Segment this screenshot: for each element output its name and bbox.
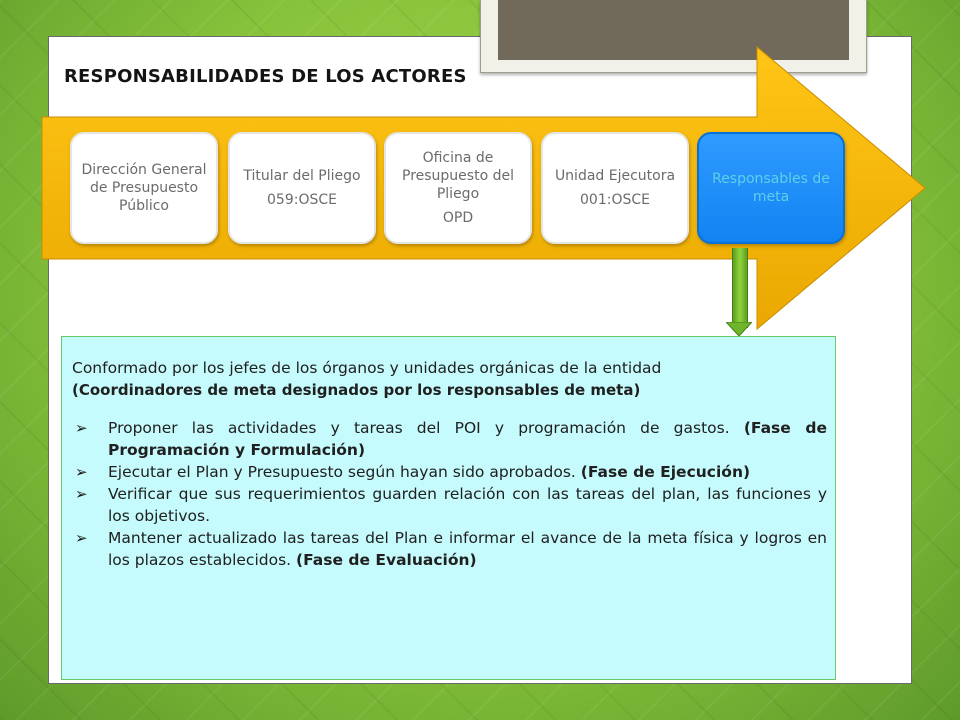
item-text: Verificar que sus requerimientos guarden relación con las tareas del plan, las funciones y los objetivos. [108,485,827,525]
responsibilities-panel [61,336,836,680]
actor-box-responsables-meta [697,132,845,244]
arrow-bullet-icon: ➢ [75,419,88,437]
actor-name: Responsables de meta [712,171,830,205]
slide-title: RESPONSABILIDADES DE LOS ACTORES [64,66,467,87]
actor-code: 059:OSCE [267,192,337,208]
actor-name: Titular del Pliego [243,168,361,184]
item-phase: (Fase de Evaluación) [296,551,477,569]
item-phase: (Fase de Ejecución) [580,463,751,481]
arrow-bullet-icon: ➢ [75,463,88,481]
actor-code: 001:OSCE [580,192,650,208]
actor-name: Oficina de Presupuesto del Pliego [402,150,514,202]
panel-subtitle: (Coordinadores de meta designados por los responsables de meta) [72,381,641,399]
actor-name: Unidad Ejecutora [554,168,676,184]
item-text: Ejecutar el Plan y Presupuesto según hayan sido aprobados. [108,463,576,481]
item-text: Mantener actualizado las tareas del Plan e informar el avance de la meta física y logros en los plazos establecidos. [108,529,827,569]
actor-box-titular-pliego [228,132,376,244]
connector-bar [732,248,748,328]
item-phase: (Fase de Programación y Formulación) [108,419,827,459]
actor-name: Dirección General de Presupuesto Público [81,162,207,214]
list-item [72,483,827,527]
list-item [72,527,827,571]
item-text: Proponer las actividades y tareas del POI y programación de gastos. [108,419,730,437]
panel-intro: Conformado por los jefes de los órganos y unidades orgánicas de la entidad [72,359,662,377]
responsibility-list [72,417,827,571]
connector-arrowhead-icon [726,322,752,336]
actor-box-oficina-presupuesto [384,132,532,244]
list-item [72,417,827,461]
actor-box-dgpp [70,132,218,244]
actor-box-unidad-ejecutora [541,132,689,244]
list-item [72,461,827,483]
arrow-bullet-icon: ➢ [75,529,88,547]
arrow-bullet-icon: ➢ [75,485,88,503]
actor-code: OPD [442,210,474,226]
